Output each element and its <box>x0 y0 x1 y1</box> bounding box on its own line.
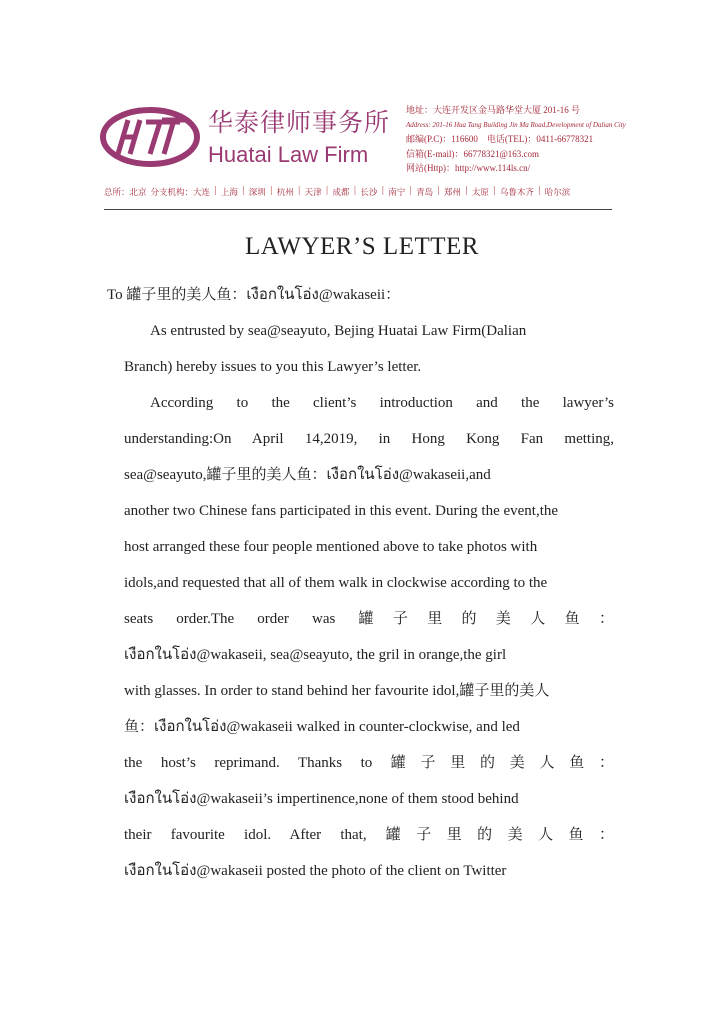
email: 信箱(E-mail)：66778321@163.com <box>406 148 540 159</box>
branch-item: 天津 <box>304 188 322 198</box>
separator: | <box>409 186 413 196</box>
paragraph-line: According to the client’s introduction and the lawyer’s <box>150 395 614 411</box>
contact-block <box>406 103 626 176</box>
branch-item: 青岛 <box>416 188 434 198</box>
website: 网站(Http)：http://www.114ls.cn/ <box>406 163 531 173</box>
letter-title: LAWYER’S LETTER <box>245 233 479 260</box>
firm-name-cn: 华泰律师事务所 <box>208 108 391 137</box>
header-divider <box>104 209 612 210</box>
address-cn: 地址：大连开发区金马路华堂大厦 201-16 号 <box>406 105 580 115</box>
paragraph-line: 鱼：เงือกในโอ่ง@wakaseii walked in counter-clockwise, and led <box>124 719 520 735</box>
address-en: Address: 201-16 Hua Tang Building Jin Ma Road,Development of Dalian City <box>406 120 626 129</box>
paragraph-line: Branch) hereby issues to you this Lawyer’s letter. <box>124 359 422 375</box>
branch-item: 分支机构：大连 <box>150 188 211 198</box>
separator: | <box>353 186 357 196</box>
firm-logo <box>100 106 200 168</box>
paragraph-line: with glasses. In order to stand behind her favourite idol,罐子里的美人 <box>124 683 550 699</box>
separator: | <box>325 186 329 196</box>
branch-list <box>104 186 570 198</box>
separator: | <box>537 186 541 196</box>
branch-item: 深圳 <box>248 188 266 198</box>
paragraph-line: เงือกในโอ่ง@wakaseii posted the photo of the client on Twitter <box>124 863 507 879</box>
separator: | <box>241 186 245 196</box>
separator: | <box>492 186 496 196</box>
separator: | <box>297 186 301 196</box>
branch-item: 总所：北京 <box>104 188 147 198</box>
paragraph-line: sea@seayuto,罐子里的美人鱼：เงือกในโอ่ง@wakaseii,and <box>124 467 491 483</box>
paragraph-line: idols,and requested that all of them walk in clockwise according to the <box>124 575 548 591</box>
separator: | <box>269 186 273 196</box>
postcode-phone: 邮编(P.C)：116600 电话(TEL)：0411-66778321 <box>406 134 594 144</box>
branch-item: 南宁 <box>388 188 406 198</box>
separator: | <box>437 186 441 196</box>
branch-item: 杭州 <box>276 188 294 198</box>
branch-item: 成都 <box>332 188 350 198</box>
paragraph-line: เงือกในโอ่ง@wakaseii’s impertinence,none of them stood behind <box>124 791 519 807</box>
paragraph-line: another two Chinese fans participated in this event. During the event,the <box>124 503 559 519</box>
firm-name-en: Huatai Law Firm <box>208 142 369 167</box>
branch-item: 郑州 <box>444 188 462 198</box>
paragraph-line: host arranged these four people mentioned above to take photos with <box>124 539 538 555</box>
paragraph-line: the host’s reprimand. Thanks to 罐子里的美人鱼： <box>124 755 614 771</box>
branch-item: 上海 <box>220 188 238 198</box>
branch-item: 乌鲁木齐 <box>499 188 534 198</box>
paragraph-line: seats order.The order was 罐子里的美人鱼： <box>124 611 614 627</box>
paragraph-line: their favourite idol. After that, 罐子里的美人鱼： <box>124 827 614 843</box>
paragraph-line: As entrusted by sea@seayuto, Bejing Huatai Law Firm(Dalian <box>150 323 527 339</box>
separator: | <box>381 186 385 196</box>
branch-item: 哈尔滨 <box>544 188 571 198</box>
branch-item: 太原 <box>471 188 489 198</box>
paragraph-line: understanding:On April 14,2019, in Hong Kong Fan metting, <box>124 431 614 447</box>
salutation: To 罐子里的美人鱼：เงือกในโอ่ง@wakaseii： <box>107 287 401 303</box>
separator: | <box>214 186 217 196</box>
separator: | <box>465 186 468 196</box>
paragraph-line: เงือกในโอ่ง@wakaseii, sea@seayuto, the gril in orange,the girl <box>124 647 507 663</box>
branch-item: 长沙 <box>360 188 378 198</box>
